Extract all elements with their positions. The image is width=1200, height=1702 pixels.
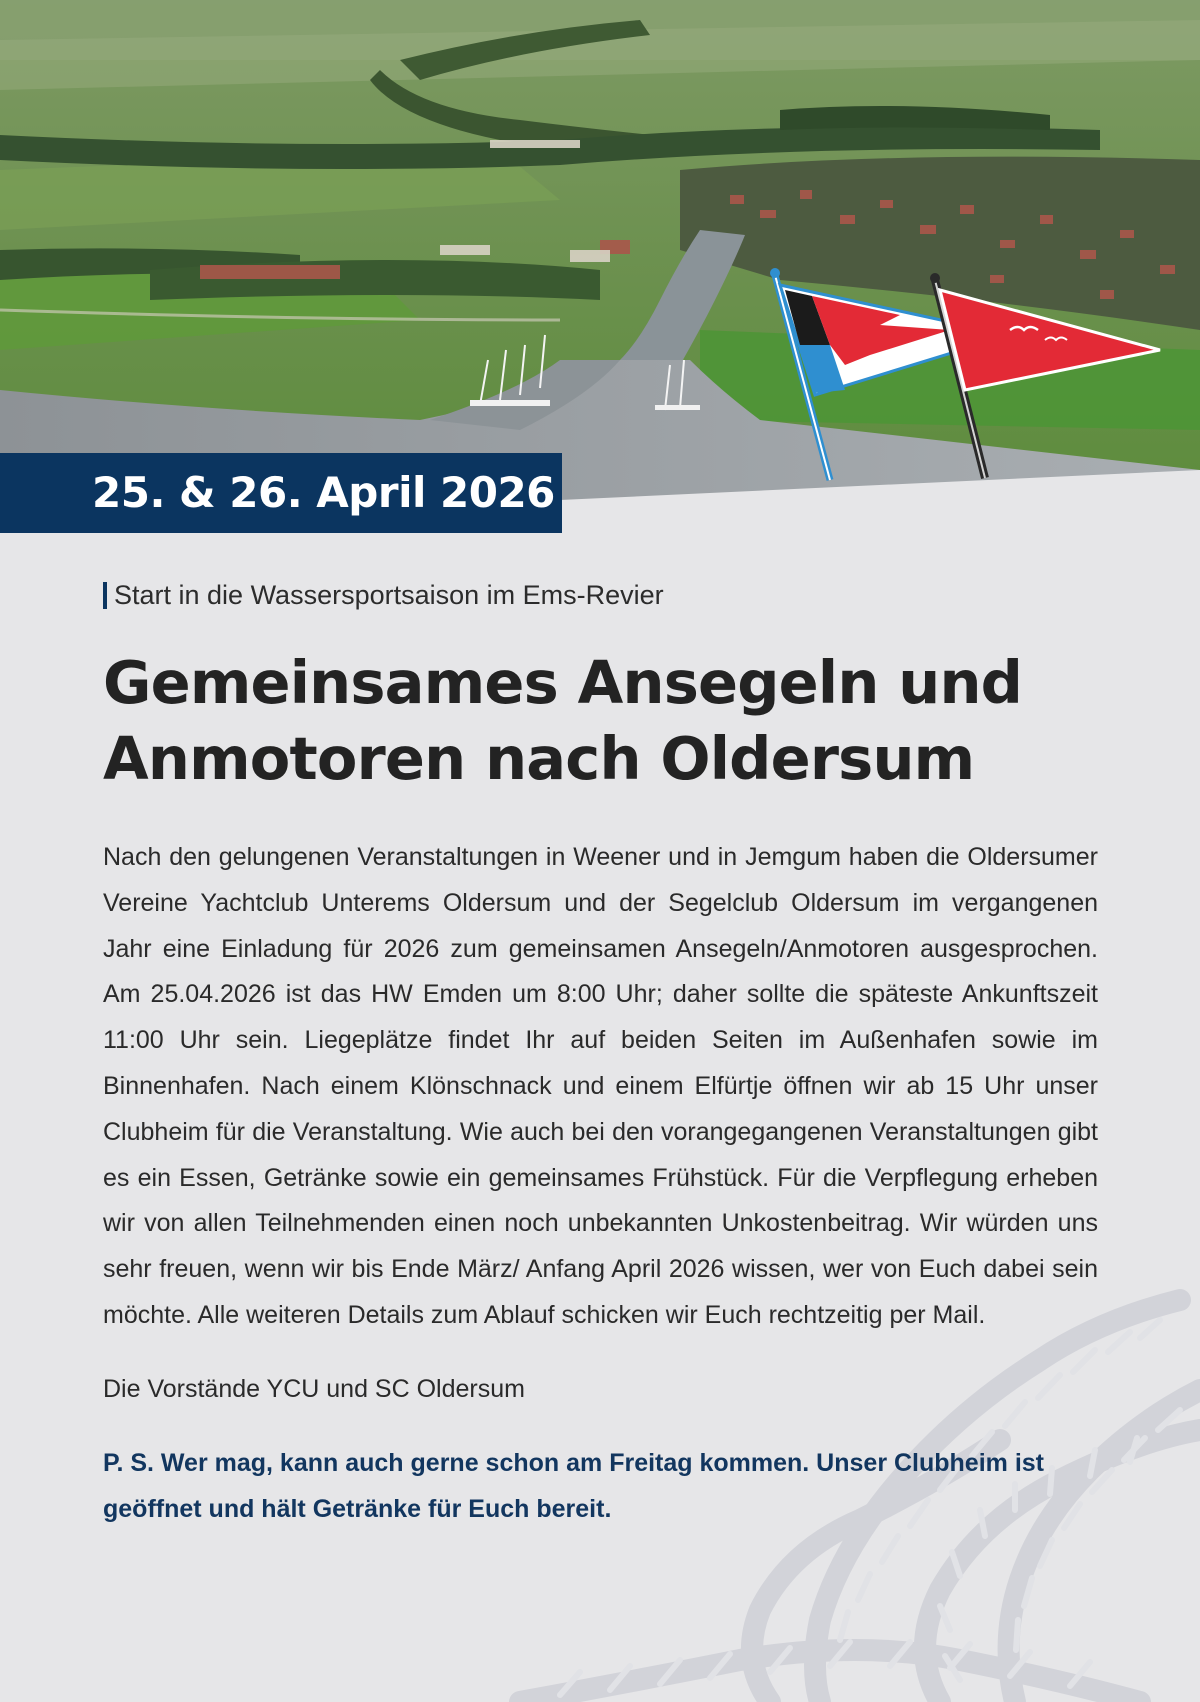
event-date-banner: 25. & 26. April 2026 (0, 453, 562, 533)
article-signature: Die Vorstände YCU und SC Oldersum (103, 1374, 525, 1403)
aerial-landscape-illustration (0, 0, 1200, 500)
article-headline (103, 645, 1098, 797)
article-kicker (103, 580, 1098, 611)
article (103, 580, 1098, 1532)
kicker-text: Start in die Wassersportsaison im Ems-Revier (114, 580, 664, 610)
headline-line-2: Anmotoren nach Oldersum (103, 724, 975, 793)
headline-line-1: Gemeinsames Ansegeln und (103, 648, 1023, 717)
article-body: Nach den gelungenen Veranstaltungen in Weener und in Jemgum haben die Oldersumer Vereine Yachtclub Unterems Oldersum und der Segelclub Oldersum im vergangenen Jahr eine Einladung für 2026 zum gemeinsamen Ansegeln/Anmotoren ausgesprochen. Am 25.04.2026 ist das HW Emden um 8:00 Uhr; daher sollte die späteste Ankunftszeit 11:00 Uhr sein. Liegeplätze findet Ihr auf beiden Seiten im Außenhafen sowie im Binnenhafen. Nach einem Klönschnack und einem Elfürtje öffnen wir ab 15 Uhr unser Clubheim für die Veranstaltung. Wie auch bei den vorangegangenen Veranstaltungen gibt es ein Essen, Getränke sowie ein gemeinsames Frühstück. Für die Verpflegung erheben wir von allen Teilnehmenden einen noch unbekannten Unkostenbeitrag. Wir würden uns sehr freuen, wenn wir bis Ende März/ Anfang April 2026 wissen, wer von Euch dabei sein möchte. Alle weiteren Details zum Ablauf schicken wir Euch rechtzeitig per Mail. (103, 843, 1098, 1329)
kicker-accent-bar (103, 582, 107, 609)
hero-aerial-photo (0, 0, 1200, 500)
article-postscript: P. S. Wer mag, kann auch gerne schon am Freitag kommen. Unser Clubheim ist geöffnet und hält Getränke für Euch bereit. (103, 1448, 1045, 1523)
